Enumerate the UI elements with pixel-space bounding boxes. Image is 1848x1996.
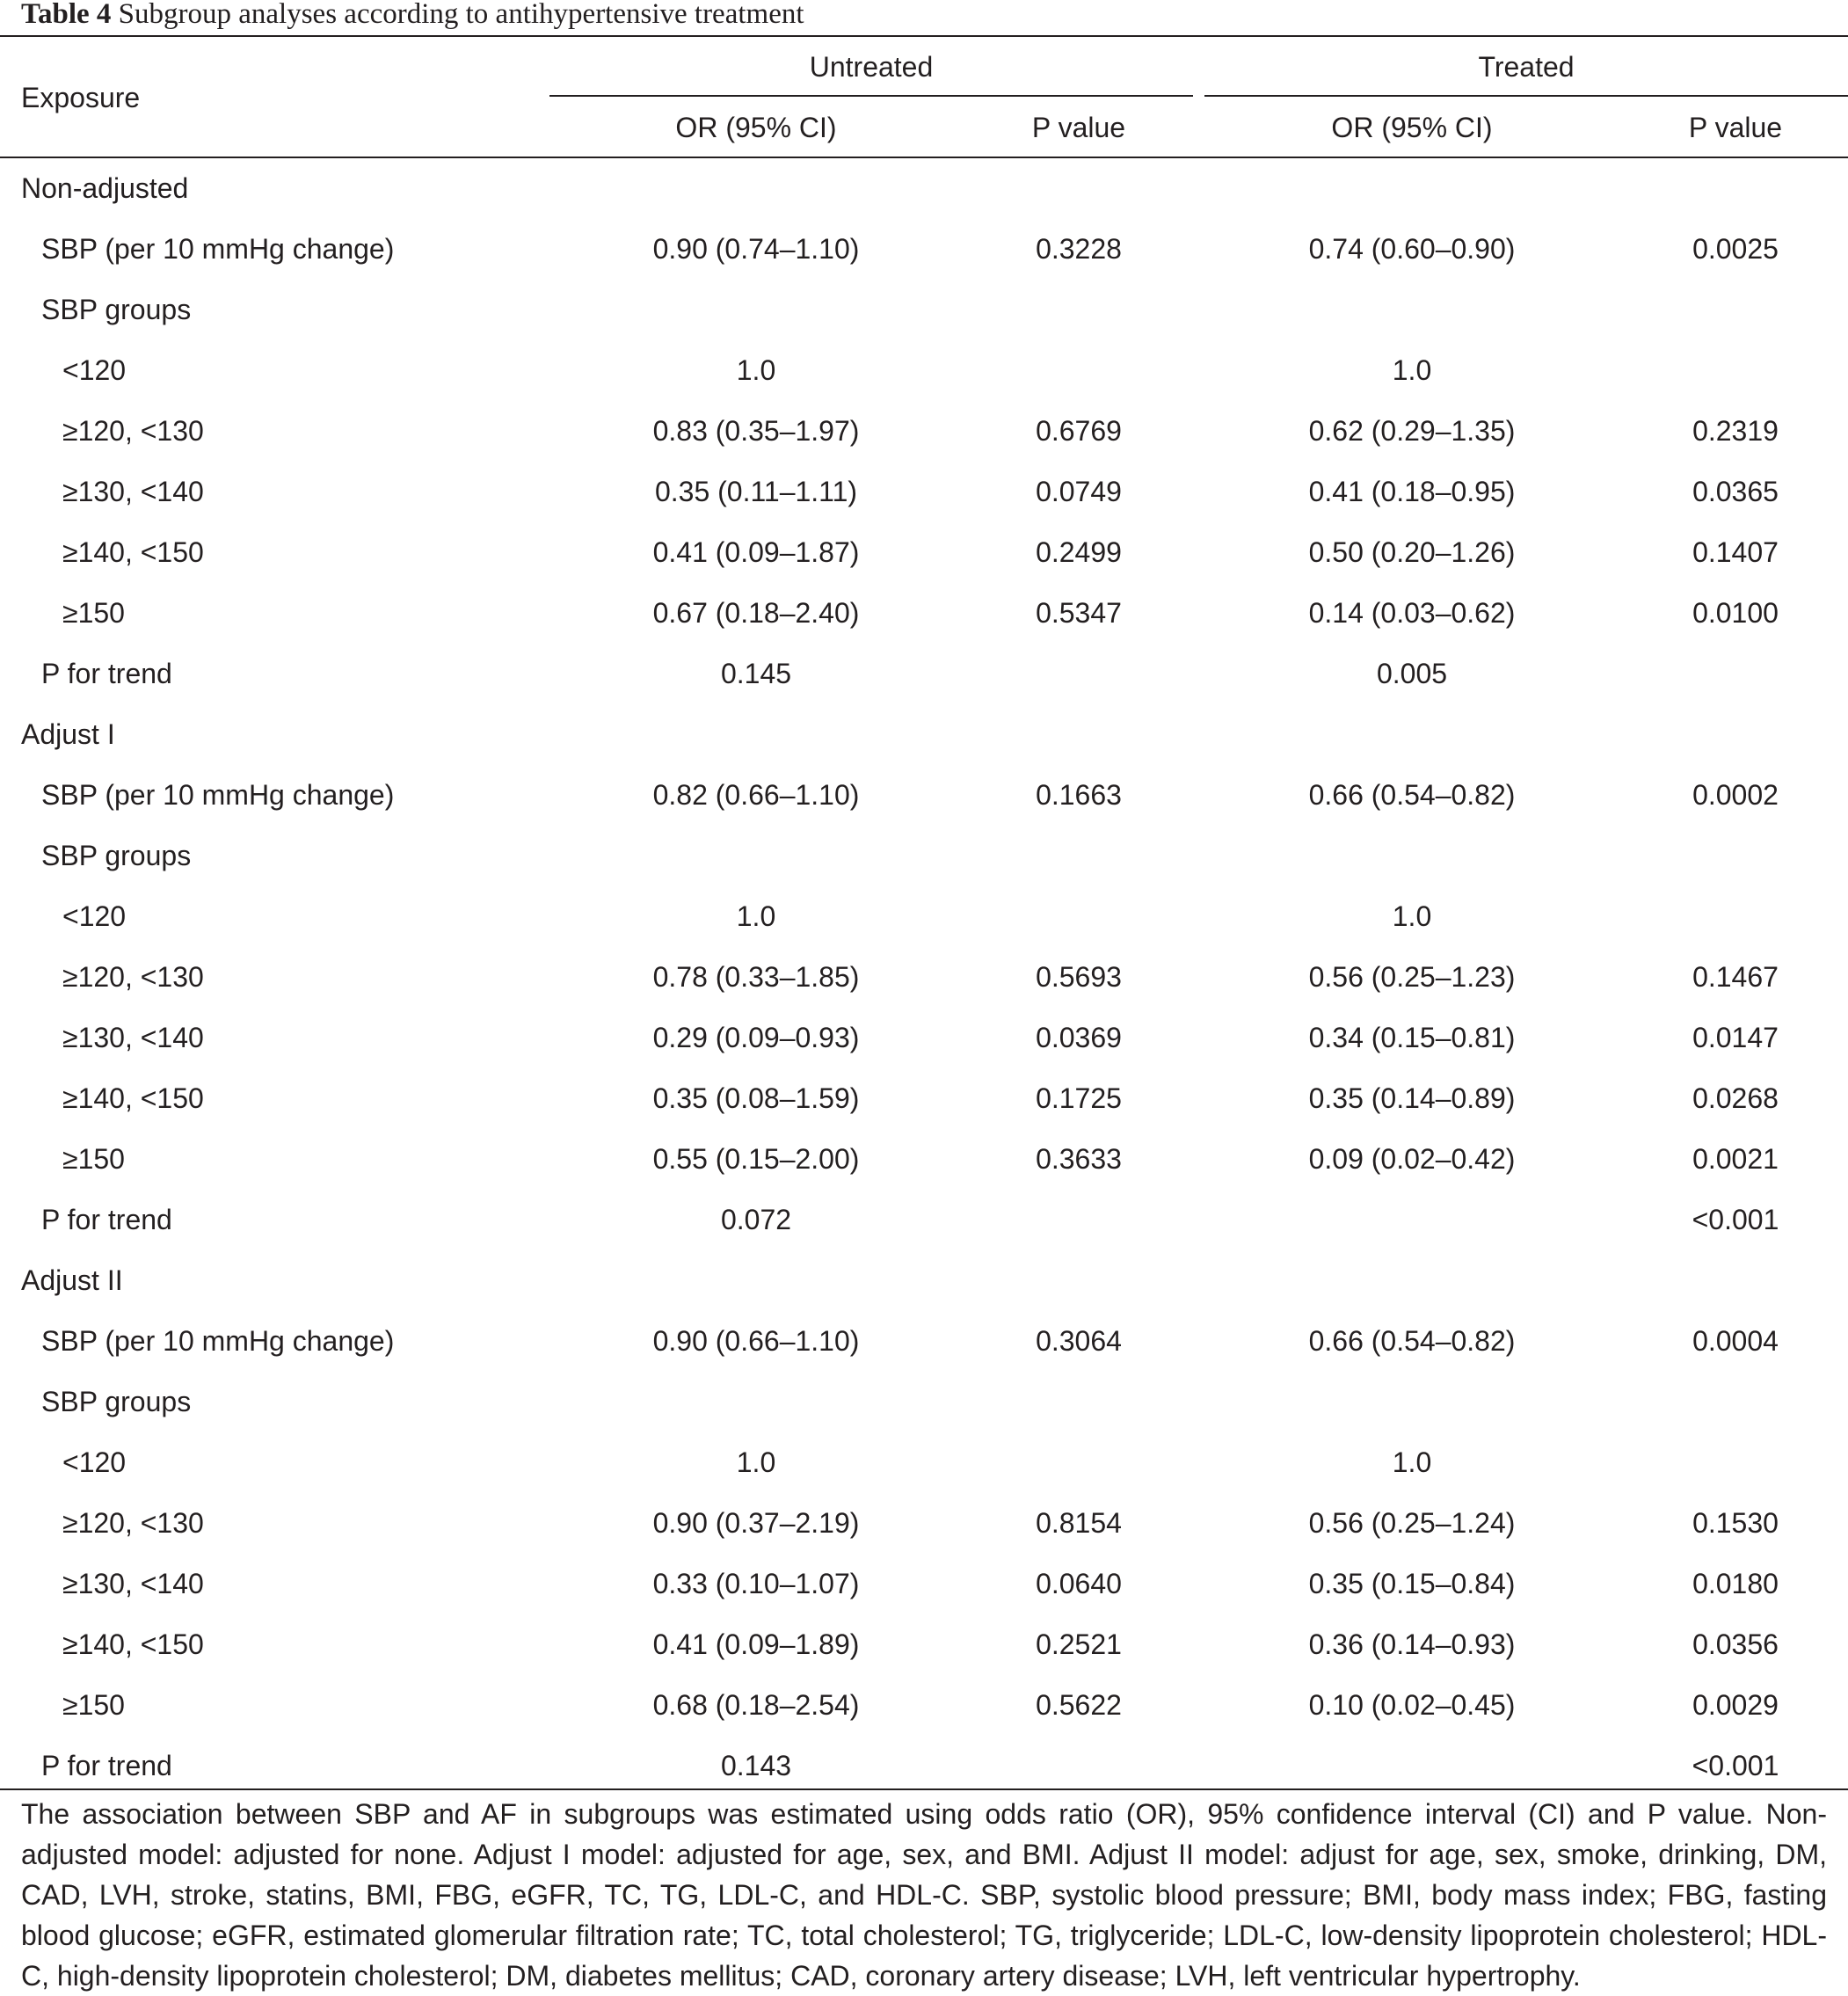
row-label: SBP groups xyxy=(41,294,192,325)
untreated-or-cell: 0.68 (0.18–2.54) xyxy=(652,1689,860,1721)
treated-or-cell: 0.62 (0.29–1.35) xyxy=(1308,415,1516,447)
treated-or-cell: 0.56 (0.25–1.24) xyxy=(1308,1507,1516,1539)
untreated-or-cell: 0.33 (0.10–1.07) xyxy=(652,1568,860,1599)
untreated-p-cell: 0.3228 xyxy=(1036,233,1122,265)
table-label: Table 4 xyxy=(21,0,112,30)
untreated-or-cell: 0.143 xyxy=(720,1750,792,1781)
treated-or-cell: 0.09 (0.02–0.42) xyxy=(1308,1143,1516,1175)
untreated-p-cell: 0.5622 xyxy=(1036,1689,1122,1721)
untreated-p-cell: 0.1725 xyxy=(1036,1082,1122,1114)
untreated-or-cell: 1.0 xyxy=(736,354,776,386)
treated-p-cell: 0.0029 xyxy=(1692,1689,1779,1721)
row-label: ≥130, <140 xyxy=(62,1022,204,1053)
row-label: SBP (per 10 mmHg change) xyxy=(41,1325,395,1357)
row-label: ≥130, <140 xyxy=(62,1568,204,1599)
header-treated: Treated xyxy=(1478,51,1575,83)
treated-p-cell: 0.1407 xyxy=(1692,536,1779,568)
row-label: ≥120, <130 xyxy=(62,1507,204,1539)
untreated-or-cell: 1.0 xyxy=(736,1446,776,1478)
treated-p-cell: 0.1467 xyxy=(1692,961,1779,993)
row-label: ≥120, <130 xyxy=(62,415,204,447)
untreated-p-cell: 0.0640 xyxy=(1036,1568,1122,1599)
treated-p-cell: 0.0268 xyxy=(1692,1082,1779,1114)
treated-p-cell: 0.0025 xyxy=(1692,233,1779,265)
header-exposure: Exposure xyxy=(21,82,141,113)
untreated-or-cell: 0.29 (0.09–0.93) xyxy=(652,1022,860,1053)
treated-p-cell: 0.0365 xyxy=(1692,476,1779,507)
untreated-p-cell: 0.8154 xyxy=(1036,1507,1122,1539)
row-label: SBP (per 10 mmHg change) xyxy=(41,779,395,811)
treated-or-cell: 0.36 (0.14–0.93) xyxy=(1308,1628,1516,1660)
untreated-or-cell: 0.145 xyxy=(720,658,792,689)
row-label: Non-adjusted xyxy=(21,172,189,204)
treated-p-cell: 0.0002 xyxy=(1692,779,1779,811)
treated-p-cell: 0.0356 xyxy=(1692,1628,1779,1660)
untreated-p-cell: 0.2521 xyxy=(1036,1628,1122,1660)
treated-p-cell: 0.0004 xyxy=(1692,1325,1779,1357)
untreated-or-cell: 0.83 (0.35–1.97) xyxy=(652,415,860,447)
untreated-or-cell: 0.90 (0.74–1.10) xyxy=(652,233,860,265)
row-label: ≥120, <130 xyxy=(62,961,204,993)
untreated-or-cell: 0.35 (0.11–1.11) xyxy=(654,476,858,507)
row-label: SBP (per 10 mmHg change) xyxy=(41,233,395,265)
treated-or-cell: 0.50 (0.20–1.26) xyxy=(1308,536,1516,568)
untreated-or-cell: 1.0 xyxy=(736,900,776,932)
row-label: ≥140, <150 xyxy=(62,1628,204,1660)
untreated-or-cell: 0.55 (0.15–2.00) xyxy=(652,1143,860,1175)
table-caption: Subgroup analyses according to antihypertensive treatment xyxy=(118,0,804,30)
row-label: Adjust II xyxy=(21,1264,123,1296)
treated-p-cell: 0.0147 xyxy=(1692,1022,1779,1053)
treated-or-cell: 0.14 (0.03–0.62) xyxy=(1308,597,1516,629)
treated-or-cell: 0.10 (0.02–0.45) xyxy=(1308,1689,1516,1721)
treated-p-cell: 0.2319 xyxy=(1692,415,1779,447)
untreated-or-cell: 0.78 (0.33–1.85) xyxy=(652,961,860,993)
header-untreated-or: OR (95% CI) xyxy=(675,112,837,143)
header-treated-p: P value xyxy=(1688,112,1783,143)
untreated-p-cell: 0.3633 xyxy=(1036,1143,1122,1175)
row-label: P for trend xyxy=(41,1750,172,1781)
treated-or-cell: 0.41 (0.18–0.95) xyxy=(1308,476,1516,507)
untreated-p-cell: 0.5347 xyxy=(1036,597,1122,629)
untreated-or-cell: 0.82 (0.66–1.10) xyxy=(652,779,860,811)
row-label: ≥150 xyxy=(62,597,125,629)
row-label: ≥140, <150 xyxy=(62,1082,204,1114)
row-label: P for trend xyxy=(41,1204,172,1235)
treated-or-cell: 0.66 (0.54–0.82) xyxy=(1308,1325,1516,1357)
treated-or-cell: 0.35 (0.15–0.84) xyxy=(1308,1568,1516,1599)
treated-p-cell: <0.001 xyxy=(1692,1204,1779,1235)
header-treated-or: OR (95% CI) xyxy=(1331,112,1493,143)
row-label: SBP groups xyxy=(41,840,192,871)
header-untreated: Untreated xyxy=(809,51,934,83)
row-label: <120 xyxy=(62,1446,127,1478)
untreated-p-cell: 0.6769 xyxy=(1036,415,1122,447)
bottom-rule xyxy=(0,1788,1848,1790)
untreated-p-cell: 0.0749 xyxy=(1036,476,1122,507)
row-label: ≥130, <140 xyxy=(62,476,204,507)
row-label: P for trend xyxy=(41,658,172,689)
treated-or-cell: 0.56 (0.25–1.23) xyxy=(1308,961,1516,993)
row-label: ≥150 xyxy=(62,1143,125,1175)
treated-or-cell: 0.005 xyxy=(1376,658,1448,689)
untreated-or-cell: 0.67 (0.18–2.40) xyxy=(652,597,860,629)
treated-p-cell: 0.0100 xyxy=(1692,597,1779,629)
untreated-or-cell: 0.072 xyxy=(720,1204,792,1235)
untreated-p-cell: 0.0369 xyxy=(1036,1022,1122,1053)
treated-or-cell: 0.66 (0.54–0.82) xyxy=(1308,779,1516,811)
untreated-or-cell: 0.41 (0.09–1.89) xyxy=(652,1628,860,1660)
treated-or-cell: 1.0 xyxy=(1392,900,1432,932)
row-label: <120 xyxy=(62,354,127,386)
treated-underline xyxy=(1204,95,1848,97)
treated-or-cell: 0.74 (0.60–0.90) xyxy=(1308,233,1516,265)
row-label: ≥140, <150 xyxy=(62,536,204,568)
untreated-or-cell: 0.90 (0.66–1.10) xyxy=(652,1325,860,1357)
header-rule xyxy=(0,157,1848,158)
treated-or-cell: 1.0 xyxy=(1392,354,1432,386)
treated-or-cell: 0.35 (0.14–0.89) xyxy=(1308,1082,1516,1114)
top-rule xyxy=(0,35,1848,37)
treated-or-cell: 1.0 xyxy=(1392,1446,1432,1478)
table-title xyxy=(21,0,804,32)
untreated-p-cell: 0.2499 xyxy=(1036,536,1122,568)
untreated-underline xyxy=(549,95,1193,97)
treated-p-cell: <0.001 xyxy=(1692,1750,1779,1781)
untreated-p-cell: 0.1663 xyxy=(1036,779,1122,811)
treated-or-cell: 0.34 (0.15–0.81) xyxy=(1308,1022,1516,1053)
treated-p-cell: 0.1530 xyxy=(1692,1507,1779,1539)
row-label: ≥150 xyxy=(62,1689,125,1721)
row-label: Adjust I xyxy=(21,718,115,750)
untreated-p-cell: 0.3064 xyxy=(1036,1325,1122,1357)
untreated-or-cell: 0.41 (0.09–1.87) xyxy=(652,536,860,568)
untreated-or-cell: 0.35 (0.08–1.59) xyxy=(652,1082,860,1114)
row-label: SBP groups xyxy=(41,1386,192,1417)
row-label: <120 xyxy=(62,900,127,932)
table-footnote: The association between SBP and AF in subgroups was estimated using odds ratio (OR), 95% confidence interval (CI) and P value. Non-adjusted model: adjusted for none. Adjust I model: adjusted for age, sex, and BMI. Adjust II model: adjust for age, sex, smoke, drinking, DM, CAD, LVH, stroke, statins, BMI, FBG, eGFR, TC, TG, LDL-C, and HDL-C. SBP, systolic blood pressure; BMI, body mass index; FBG, fasting blood glucose; eGFR, estimated glomerular filtration rate; TC, total cholesterol; TG, triglyceride; LDL-C, low-density lipoprotein cholesterol; HDL-C, high-density lipoprotein cholesterol; DM, diabetes mellitus; CAD, coronary artery disease; LVH, left ventricular hypertrophy. xyxy=(21,1798,1827,1992)
header-untreated-p: P value xyxy=(1031,112,1126,143)
treated-p-cell: 0.0180 xyxy=(1692,1568,1779,1599)
treated-p-cell: 0.0021 xyxy=(1692,1143,1779,1175)
untreated-p-cell: 0.5693 xyxy=(1036,961,1122,993)
untreated-or-cell: 0.90 (0.37–2.19) xyxy=(652,1507,860,1539)
